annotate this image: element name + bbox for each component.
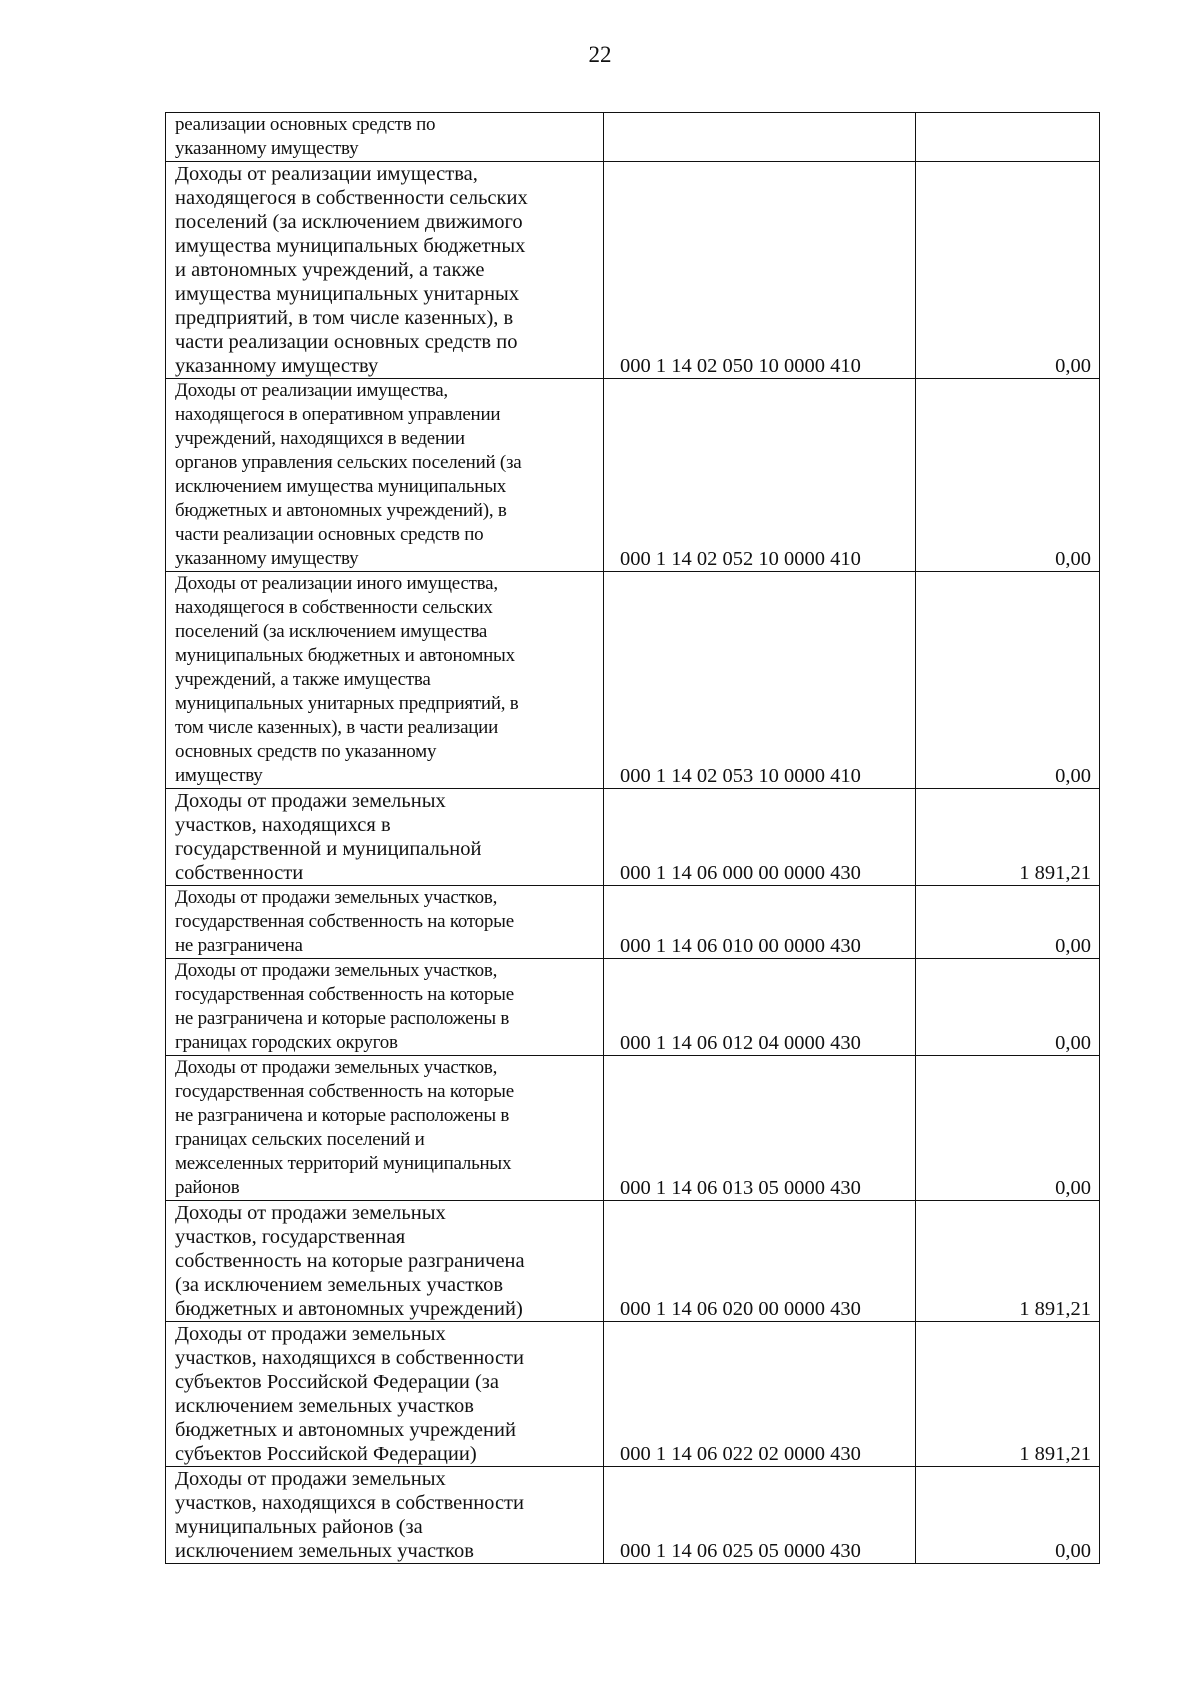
description-line: и автономных учреждений, а также bbox=[175, 259, 485, 281]
description-line: бюджетных и автономных учреждений), в bbox=[175, 500, 507, 521]
description-line: участков, находящихся в bbox=[175, 814, 391, 836]
row-description bbox=[166, 162, 604, 379]
description-line: бюджетных и автономных учреждений) bbox=[175, 1298, 523, 1320]
table-row bbox=[166, 1201, 1100, 1322]
row-description bbox=[166, 1467, 604, 1564]
description-line: Доходы от реализации имущества, bbox=[175, 163, 478, 185]
table-row bbox=[166, 1467, 1100, 1564]
row-description bbox=[166, 886, 604, 959]
description-line: Доходы от реализации имущества, bbox=[175, 380, 448, 401]
description-line: том числе казенных), в части реализации bbox=[175, 717, 499, 738]
row-amount: 0,00 bbox=[916, 572, 1100, 789]
description-line: государственная собственность на которые bbox=[175, 911, 514, 932]
description-line: участков, государственная bbox=[175, 1226, 406, 1248]
description-line: исключением земельных участков bbox=[175, 1395, 474, 1417]
row-amount: 0,00 bbox=[916, 1467, 1100, 1564]
row-description bbox=[166, 789, 604, 886]
description-line: учреждений, находящихся в ведении bbox=[175, 428, 465, 449]
table-row bbox=[166, 959, 1100, 1056]
description-line: (за исключением земельных участков bbox=[175, 1274, 504, 1296]
row-description bbox=[166, 1056, 604, 1201]
description-line: реализации основных средств по bbox=[175, 114, 436, 135]
description-line: исключением имущества муниципальных bbox=[175, 476, 506, 497]
row-budget-code: 000 1 14 06 012 04 0000 430 bbox=[604, 959, 916, 1056]
description-line: исключением земельных участков bbox=[175, 1540, 474, 1562]
description-line: государственная собственность на которые bbox=[175, 984, 514, 1005]
row-amount: 0,00 bbox=[916, 379, 1100, 572]
description-line: участков, находящихся в собственности bbox=[175, 1347, 524, 1369]
description-line: межселенных территорий муниципальных bbox=[175, 1153, 512, 1174]
row-budget-code: 000 1 14 02 050 10 0000 410 bbox=[604, 162, 916, 379]
description-line: поселений (за исключением движимого bbox=[175, 211, 523, 233]
description-line: бюджетных и автономных учреждений bbox=[175, 1419, 516, 1441]
row-budget-code: 000 1 14 06 013 05 0000 430 bbox=[604, 1056, 916, 1201]
description-line: муниципальных районов (за bbox=[175, 1516, 423, 1538]
description-line: собственность на которые разграничена bbox=[175, 1250, 525, 1272]
row-amount bbox=[916, 113, 1100, 162]
description-line: части реализации основных средств по bbox=[175, 524, 484, 545]
row-budget-code: 000 1 14 06 025 05 0000 430 bbox=[604, 1467, 916, 1564]
description-line: части реализации основных средств по bbox=[175, 331, 518, 353]
table-row bbox=[166, 162, 1100, 379]
row-amount: 0,00 bbox=[916, 959, 1100, 1056]
table-row bbox=[166, 789, 1100, 886]
row-amount: 1 891,21 bbox=[916, 1201, 1100, 1322]
row-amount: 1 891,21 bbox=[916, 789, 1100, 886]
description-line: поселений (за исключением имущества bbox=[175, 621, 488, 642]
description-line: границах городских округов bbox=[175, 1032, 398, 1053]
row-budget-code: 000 1 14 02 052 10 0000 410 bbox=[604, 379, 916, 572]
description-line: субъектов Российской Федерации (за bbox=[175, 1371, 499, 1393]
description-line: имущества муниципальных бюджетных bbox=[175, 235, 526, 257]
row-budget-code: 000 1 14 06 000 00 0000 430 bbox=[604, 789, 916, 886]
row-description bbox=[166, 1322, 604, 1467]
description-line: указанному имуществу bbox=[175, 355, 379, 377]
description-line: имущества муниципальных унитарных bbox=[175, 283, 520, 305]
description-line: указанному имуществу bbox=[175, 548, 359, 569]
page-number: 22 bbox=[588, 42, 612, 67]
row-description bbox=[166, 113, 604, 162]
description-line: имуществу bbox=[175, 765, 263, 786]
row-description bbox=[166, 959, 604, 1056]
table-row bbox=[166, 379, 1100, 572]
description-line: субъектов Российской Федерации) bbox=[175, 1443, 477, 1465]
row-description bbox=[166, 572, 604, 789]
description-line: Доходы от продажи земельных участков, bbox=[175, 887, 498, 908]
row-budget-code: 000 1 14 02 053 10 0000 410 bbox=[604, 572, 916, 789]
row-description bbox=[166, 1201, 604, 1322]
row-amount: 0,00 bbox=[916, 1056, 1100, 1201]
row-description bbox=[166, 379, 604, 572]
description-line: Доходы от продажи земельных bbox=[175, 1202, 446, 1224]
row-budget-code: 000 1 14 06 020 00 0000 430 bbox=[604, 1201, 916, 1322]
description-line: Доходы от продажи земельных bbox=[175, 790, 446, 812]
revenue-table-body bbox=[166, 113, 1100, 1564]
row-amount: 0,00 bbox=[916, 886, 1100, 959]
description-line: Доходы от продажи земельных участков, bbox=[175, 960, 498, 981]
description-line: не разграничена и которые расположены в bbox=[175, 1105, 510, 1126]
row-budget-code: 000 1 14 06 022 02 0000 430 bbox=[604, 1322, 916, 1467]
description-line: учреждений, а также имущества bbox=[175, 669, 431, 690]
description-line: находящегося в оперативном управлении bbox=[175, 404, 501, 425]
row-budget-code bbox=[604, 113, 916, 162]
description-line: участков, находящихся в собственности bbox=[175, 1492, 524, 1514]
description-line: Доходы от продажи земельных bbox=[175, 1468, 446, 1490]
description-line: предприятий, в том числе казенных), в bbox=[175, 307, 514, 329]
description-line: основных средств по указанному bbox=[175, 741, 437, 762]
description-line: Доходы от продажи земельных bbox=[175, 1323, 446, 1345]
description-line: не разграничена и которые расположены в bbox=[175, 1008, 510, 1029]
description-line: границах сельских поселений и bbox=[175, 1129, 425, 1150]
description-line: государственной и муниципальной bbox=[175, 838, 482, 860]
table-row bbox=[166, 572, 1100, 789]
table-row bbox=[166, 1056, 1100, 1201]
description-line: государственная собственность на которые bbox=[175, 1081, 514, 1102]
table-row bbox=[166, 886, 1100, 959]
revenue-table bbox=[165, 112, 1100, 1564]
table-row bbox=[166, 113, 1100, 162]
description-line: Доходы от продажи земельных участков, bbox=[175, 1057, 498, 1078]
description-line: собственности bbox=[175, 862, 304, 884]
row-amount: 0,00 bbox=[916, 162, 1100, 379]
description-line: муниципальных бюджетных и автономных bbox=[175, 645, 515, 666]
description-line: районов bbox=[175, 1177, 240, 1198]
description-line: муниципальных унитарных предприятий, в bbox=[175, 693, 519, 714]
description-line: не разграничена bbox=[175, 935, 303, 956]
table-row bbox=[166, 1322, 1100, 1467]
description-line: органов управления сельских поселений (за bbox=[175, 452, 522, 473]
description-line: Доходы от реализации иного имущества, bbox=[175, 573, 498, 594]
description-line: указанному имуществу bbox=[175, 138, 359, 159]
row-budget-code: 000 1 14 06 010 00 0000 430 bbox=[604, 886, 916, 959]
description-line: находящегося в собственности сельских bbox=[175, 597, 493, 618]
description-line: находящегося в собственности сельских bbox=[175, 187, 528, 209]
row-amount: 1 891,21 bbox=[916, 1322, 1100, 1467]
